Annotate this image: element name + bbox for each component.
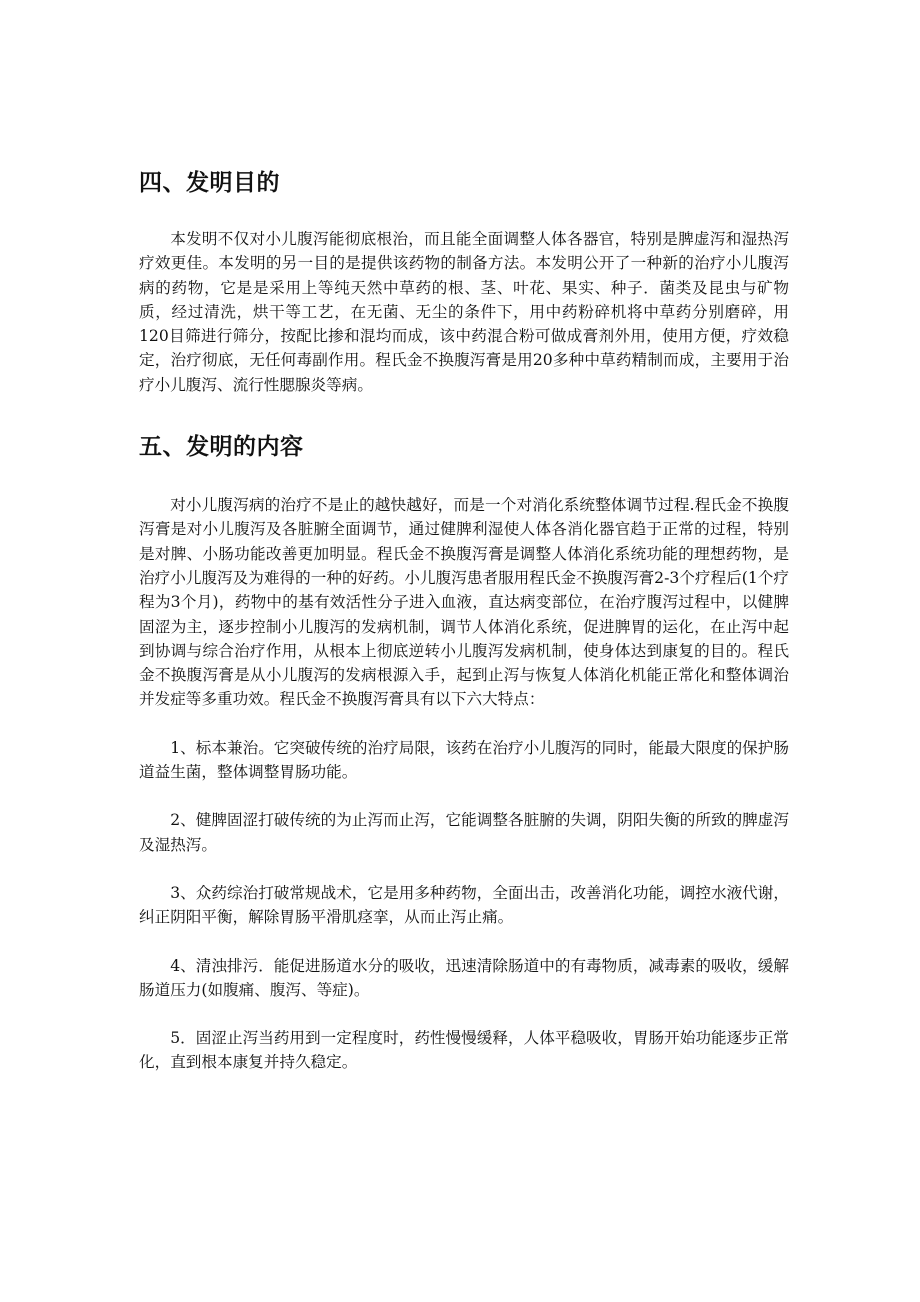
document-content	[139, 163, 789, 1075]
content-paragraph: 对小儿腹泻病的治疗不是止的越快越好，而是一个对消化系统整体调节过程.程氏金不换腹泻膏是对小儿腹泻及各脏腑全面调节，通过健脾利湿使人体各消化器官趋于正常的过程，特别是对脾、小肠功能改善更加明显。程氏金不换腹泻膏是调整人体消化系统功能的理想药物，是治疗小儿腹泻及为难得的一种的好药。小儿腹泻患者服用程氏金不换腹泻膏2-3个疗程后(1个疗程为3个月)，药物中的基有效活性分子进入血液，直达病变部位，在治疗腹泻过程中，以健脾固涩为主，逐步控制小儿腹泻的发病机制，调节人体消化系统，促进脾胃的运化，在止泻中起到协调与综合治疗作用，从根本上彻底逆转小儿腹泻发病机制，使身体达到康复的目的。程氏金不换腹泻膏是从小儿腹泻的发病根源入手，起到止泻与恢复人体消化机能正常化和整体调治并发症等多重功效。程氏金不换腹泻膏具有以下六大特点：	[139, 496, 789, 709]
section-title-content: 五、发明的内容	[139, 434, 304, 461]
feature-item-2: 2、健脾固涩打破传统的为止泻而止泻，它能调整各脏腑的失调，阴阳失衡的所致的脾虚泻及湿热泻。	[139, 811, 789, 854]
feature-item-3: 3、众药综治打破常规战术，它是用多种药物，全面出击，改善消化功能，调控水液代谢，纠正阴阳平衡，解除胃肠平滑肌痉挛，从而止泻止痛。	[139, 883, 789, 927]
feature-item-5: 5．固涩止泻当药用到一定程度时，药性慢慢缓释，人体平稳吸收，胃肠开始功能逐步正常化，直到根本康复并持久稳定。	[139, 1029, 789, 1072]
section-title-purpose: 四、发明目的	[139, 170, 280, 196]
purpose-paragraph: 本发明不仅对小儿腹泻能彻底根治，而且能全面调整人体各器官，特别是脾虚泻和湿热泻疗效更佳。本发明的另一目的是提供该药物的制备方法。本发明公开了一种新的治疗小儿腹泻病的药物，它是是采用上等纯天然中草药的根、茎、叶花、果实、种子．菌类及昆虫与矿物质，经过清洗，烘干等工艺，在无菌、无尘的条件下，用中药粉碎机将中草药分别磨碎，用120目筛进行筛分，按配比掺和混均而成，该中药混合粉可做成膏剂外用，使用方便，疗效稳定，治疗彻底，无任何毒副作用。程氏金不换腹泻膏是用20多种中草药精制而成，主要用于治疗小儿腹泻、流行性腮腺炎等病。	[139, 230, 789, 394]
feature-item-4: 4、清浊排污．能促进肠道水分的吸收，迅速清除肠道中的有毒物质，减毒素的吸收，缓解肠道压力(如腹痛、腹泻、等症)。	[139, 956, 789, 999]
feature-item-1: 1、标本兼治。它突破传统的治疗局限，该药在治疗小儿腹泻的同时，能最大限度的保护肠道益生菌，整体调整胃肠功能。	[139, 738, 789, 782]
